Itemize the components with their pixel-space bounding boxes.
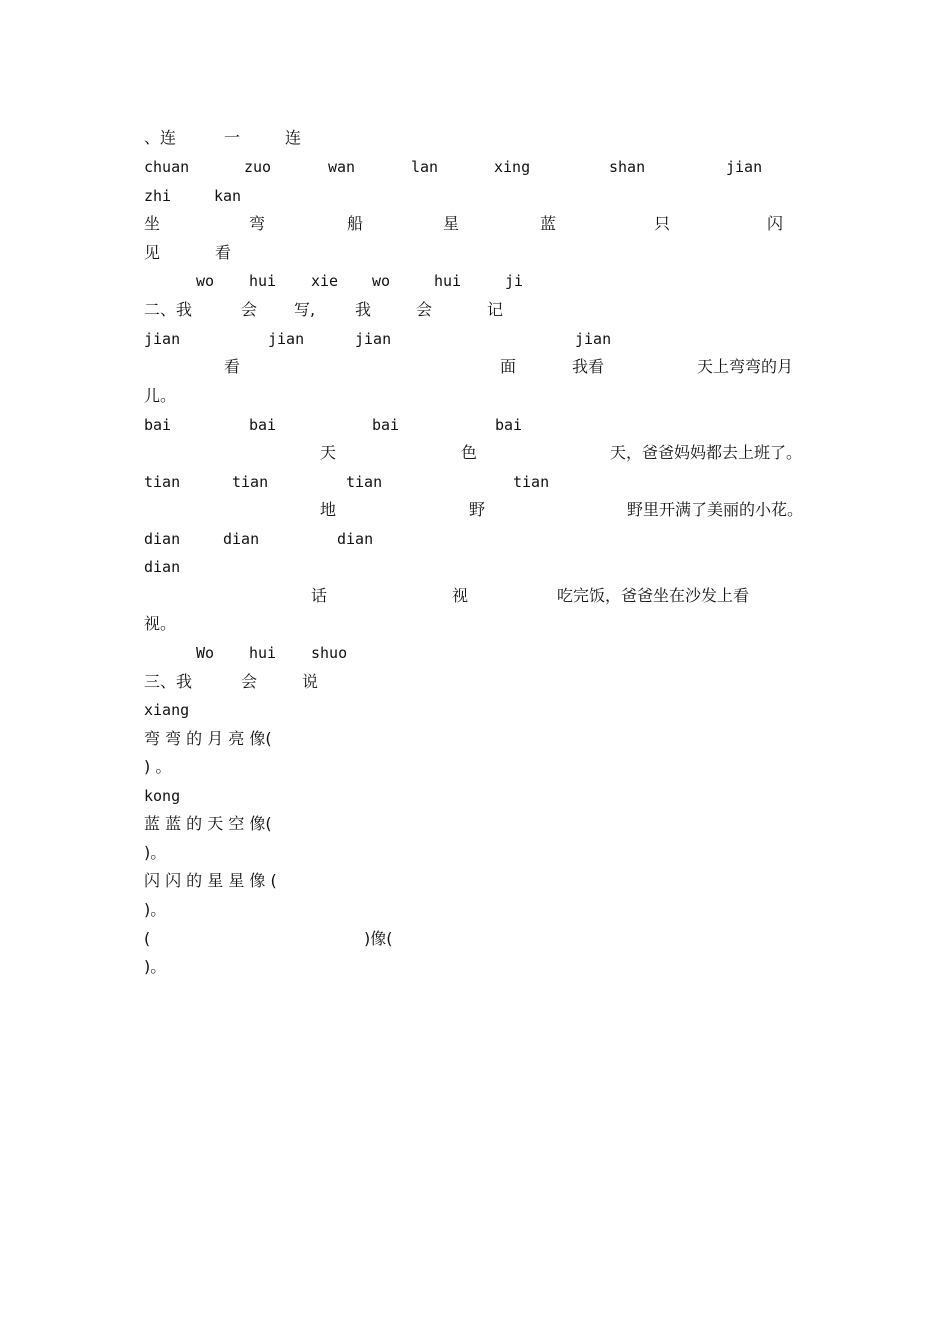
section2-title-part: 会 bbox=[241, 300, 258, 319]
pinyin-word: jian bbox=[575, 330, 612, 348]
fill-blank-word: 天 bbox=[320, 443, 337, 462]
pinyin-word: ji bbox=[505, 272, 524, 290]
section2-title-part: 我 bbox=[355, 300, 372, 319]
fill-blank-word: 地 bbox=[320, 500, 337, 519]
fill-blank-word: 视 bbox=[452, 586, 469, 605]
hanzi-char: 看 bbox=[215, 243, 232, 262]
section1-chars-row1 bbox=[0, 214, 950, 242]
pinyin-word: jian bbox=[144, 330, 181, 348]
jian-continuation bbox=[0, 386, 950, 414]
section2-title-part: 记 bbox=[487, 300, 504, 319]
pinyin-word: Wo bbox=[196, 644, 215, 662]
pinyin-word: bai bbox=[144, 416, 172, 434]
pinyin-word: xing bbox=[494, 158, 531, 176]
section2-title-part: 会 bbox=[416, 300, 433, 319]
pinyin-word: jian bbox=[268, 330, 305, 348]
pinyin-word: dian bbox=[144, 558, 181, 576]
pinyin-word: zuo bbox=[244, 158, 272, 176]
hanzi-char: 船 bbox=[347, 214, 364, 233]
bai-pinyin-row bbox=[0, 415, 950, 443]
sentence-end: )。 bbox=[144, 900, 167, 919]
fill-blank-word: 面 bbox=[500, 357, 517, 376]
sentence-prompt: 弯 弯 的 月 亮 像( bbox=[144, 729, 272, 748]
section3-title-part: 说 bbox=[302, 672, 319, 691]
section3-title-pinyin bbox=[0, 643, 950, 671]
dian-pinyin-row bbox=[0, 529, 950, 557]
pinyin-word: wo bbox=[372, 272, 391, 290]
pinyin-word: bai bbox=[372, 416, 400, 434]
section1-chars-row2 bbox=[0, 243, 950, 271]
sentence-end: )。 bbox=[144, 957, 167, 976]
pinyin-word: shuo bbox=[311, 644, 348, 662]
pinyin-word: zhi bbox=[144, 187, 172, 205]
fill-blank-word: 看 bbox=[224, 357, 241, 376]
sentence-prompt: 闪 闪 的 星 星 像 ( bbox=[144, 871, 277, 890]
section2-title-pinyin bbox=[0, 271, 950, 299]
section1-pinyin-row1 bbox=[0, 157, 950, 185]
section2-title-part: 二、我 bbox=[144, 300, 193, 319]
q1-row bbox=[0, 729, 950, 757]
pinyin-word: chuan bbox=[144, 158, 190, 176]
pinyin-word: hui bbox=[249, 272, 277, 290]
section1-title-part: 一 bbox=[224, 128, 241, 147]
hanzi-char: 只 bbox=[654, 214, 671, 233]
dian-text-row bbox=[0, 586, 950, 614]
q3-end-row bbox=[0, 900, 950, 928]
sentence-open-paren: ( bbox=[144, 929, 151, 948]
hanzi-char: 坐 bbox=[144, 214, 161, 233]
bai-text-row bbox=[0, 443, 950, 471]
pinyin-word: kong bbox=[144, 787, 181, 805]
sentence-continuation: 儿。 bbox=[144, 386, 177, 405]
section1-pinyin-row2 bbox=[0, 186, 950, 214]
fill-blank-word: 话 bbox=[311, 586, 328, 605]
pinyin-word: wan bbox=[328, 158, 356, 176]
section3-title-part: 会 bbox=[241, 672, 258, 691]
sentence-prompt: 蓝 蓝 的 天 空 像( bbox=[144, 814, 272, 833]
pinyin-word: dian bbox=[223, 530, 260, 548]
hanzi-char: 星 bbox=[443, 214, 460, 233]
jian-pinyin-row bbox=[0, 329, 950, 357]
section3-title bbox=[0, 672, 950, 700]
pinyin-word: bai bbox=[495, 416, 523, 434]
pinyin-word: tian bbox=[346, 473, 383, 491]
sentence-prompt: )像( bbox=[364, 929, 393, 948]
q4-row bbox=[0, 929, 950, 957]
section3-title-part: 三、我 bbox=[144, 672, 193, 691]
hanzi-char: 弯 bbox=[249, 214, 266, 233]
hanzi-char: 见 bbox=[144, 243, 161, 262]
sentence-end: )。 bbox=[144, 843, 167, 862]
jian-text-row bbox=[0, 357, 950, 385]
pinyin-word: lan bbox=[411, 158, 439, 176]
pinyin-word: xiang bbox=[144, 701, 190, 719]
tian-pinyin-row bbox=[0, 472, 950, 500]
pinyin-word: dian bbox=[144, 530, 181, 548]
hanzi-char: 蓝 bbox=[540, 214, 557, 233]
fill-blank-sentence: 天上弯弯的月 bbox=[697, 357, 794, 376]
q4-end-row bbox=[0, 957, 950, 985]
pinyin-word: wo bbox=[196, 272, 215, 290]
q1-pinyin-row bbox=[0, 700, 950, 728]
pinyin-word: dian bbox=[337, 530, 374, 548]
pinyin-word: hui bbox=[249, 644, 277, 662]
q2-end-row bbox=[0, 843, 950, 871]
tian-text-row bbox=[0, 500, 950, 528]
fill-blank-sentence: 吃完饭，爸爸坐在沙发上看 bbox=[557, 586, 750, 605]
q1-end-row bbox=[0, 757, 950, 785]
fill-blank-sentence: 野里开满了美丽的小花。 bbox=[627, 500, 804, 519]
section2-title-part: 写, bbox=[294, 300, 316, 319]
pinyin-word: bai bbox=[249, 416, 277, 434]
pinyin-word: tian bbox=[513, 473, 550, 491]
pinyin-word: tian bbox=[144, 473, 181, 491]
pinyin-word: jian bbox=[355, 330, 392, 348]
dian-continuation bbox=[0, 614, 950, 642]
hanzi-char: 闪 bbox=[767, 214, 784, 233]
q2-row bbox=[0, 814, 950, 842]
q3-row bbox=[0, 871, 950, 899]
fill-blank-sentence: 天，爸爸妈妈都去上班了。 bbox=[610, 443, 803, 462]
pinyin-word: jian bbox=[726, 158, 763, 176]
pinyin-word: hui bbox=[434, 272, 462, 290]
sentence-continuation: 视。 bbox=[144, 614, 177, 633]
section1-title bbox=[0, 128, 950, 156]
pinyin-word: shan bbox=[609, 158, 646, 176]
section1-title-part: 、连 bbox=[144, 128, 177, 147]
section2-title bbox=[0, 300, 950, 328]
pinyin-word: tian bbox=[232, 473, 269, 491]
fill-blank-word: 色 bbox=[461, 443, 478, 462]
sentence-end: ) 。 bbox=[144, 757, 172, 776]
pinyin-word: xie bbox=[311, 272, 339, 290]
section1-title-part: 连 bbox=[285, 128, 302, 147]
fill-blank-word: 野 bbox=[469, 500, 486, 519]
dian-pinyin-row2 bbox=[0, 557, 950, 585]
fill-blank-word: 我看 bbox=[572, 357, 605, 376]
q2-pinyin-row bbox=[0, 786, 950, 814]
pinyin-word: kan bbox=[214, 187, 242, 205]
